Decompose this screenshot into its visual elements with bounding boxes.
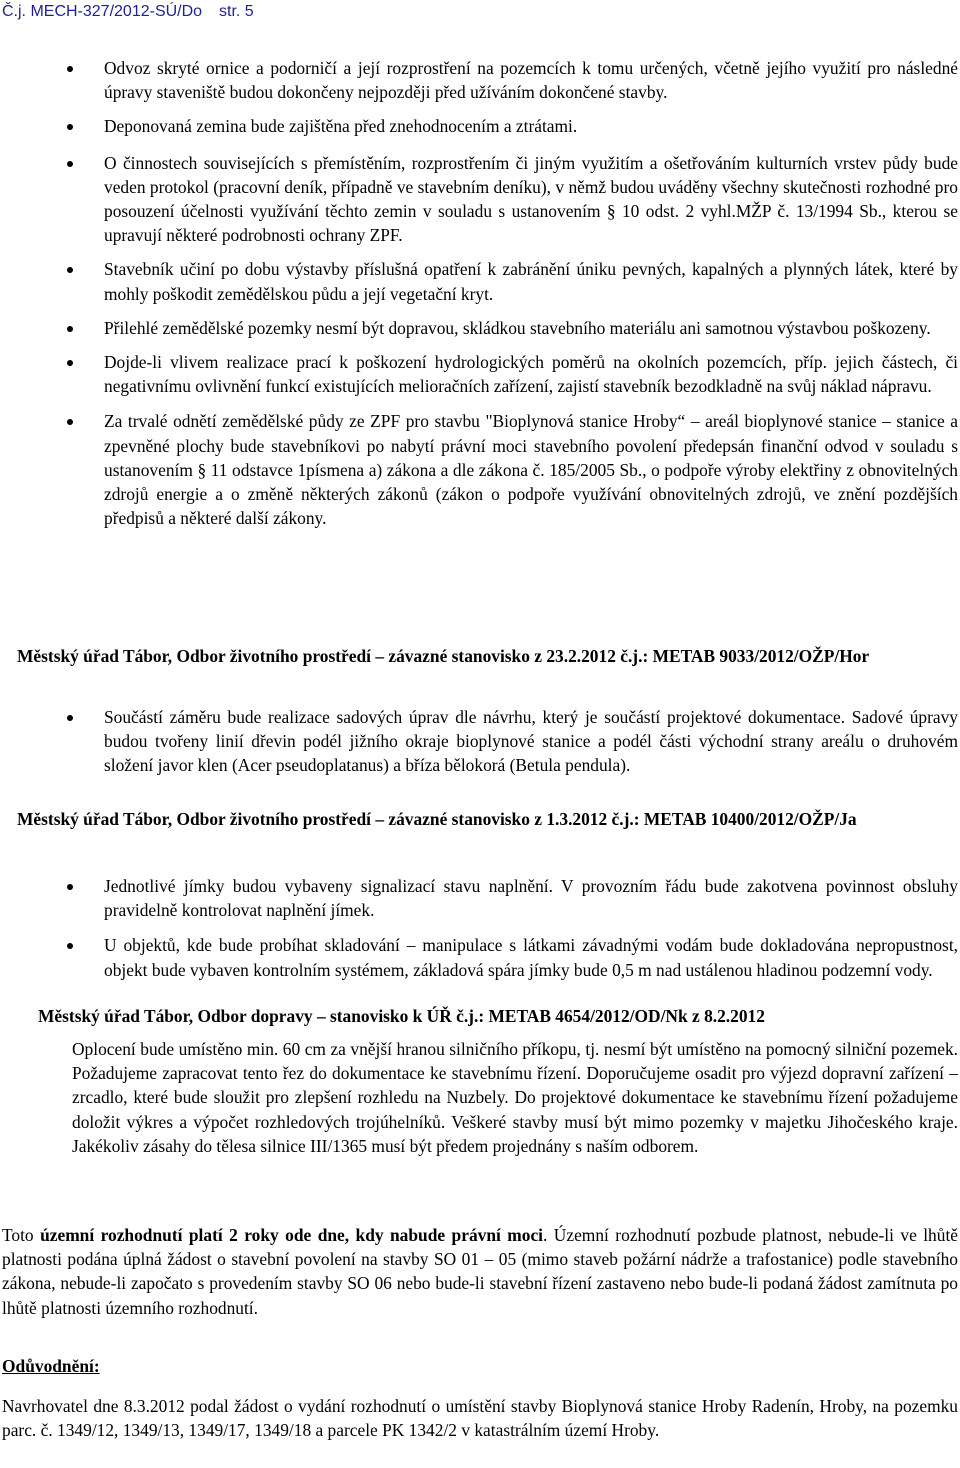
section-heading-transport: Městský úřad Tábor, Odbor dopravy – stanovisko k ÚŘ č.j.: METAB 4654/2012/OD/Nk z 8.2.2012	[38, 1006, 765, 1026]
page-header	[2, 0, 402, 26]
list-item: Jednotlivé jímky budou vybaveny signalizací stavu naplnění. V provozním řádu bude zakotvena povinnost obsluhy pravidelně kontrolovat naplnění jímek.	[0, 874, 960, 922]
list-item: Součástí záměru bude realizace sadových úprav dle návrhu, který je součástí projektové dokumentace. Sadové úpravy budou tvořeny linií dřevin podél jižního okraje bioplynové stanice a podél části východní strany areálu o druhovém složení javor klen (Acer pseudoplatanus) a bříza bělokorá (Betula pendula).	[0, 705, 960, 778]
validity-paragraph	[2, 1223, 958, 1320]
section-heading-ozp-1: Městský úřad Tábor, Odbor životního prostředí – závazné stanovisko z 23.2.2012 č.j.: METAB 9033/2012/OŽP/Hor	[17, 646, 870, 666]
list-item: U objektů, kde bude probíhat skladování – manipulace s látkami závadnými vodám bude dokladována nepropustnost, objekt bude vybaven kontrolním systémem, základová spára jímky bude 0,5 m nad ustálenou hladinou podzemní vody.	[0, 933, 960, 981]
list-item: Dojde-li vlivem realizace prací k poškození hydrologických poměrů na okolních pozemcích, příp. jejich částech, či negativnímu ovlivnění funkcí existujících melioračních zařízení, zajistí stavebník bezodkladně na svůj náklad nápravu.	[0, 350, 960, 398]
list-item: O činnostech souvisejících s přemístěním, rozprostřením či jiným využitím a ošetřováním kulturních vrstev půdy bude veden protokol (pracovní deník, případně ve stavebním deníku), v němž budou uváděny všechny skutečnosti rozhodné pro posouzení účelnosti využívání těchto zemin v souladu s ustanovením § 10 odst. 2 vyhl.MŽP č. 13/1994 Sb., kterou se upravují některé podrobnosti ochrany ZPF.	[0, 151, 960, 248]
transport-conditions: Oplocení bude umístěno min. 60 cm za vnější hranou silničního příkopu, tj. nesmí být umístěno na pomocný silniční pozemek. Požadujeme zapracovat tento řez do dokumentace ke stavebnímu řízení. Doporučujeme osadit pro výjezd dopravní zařízení – zrcadlo, které bude sloužit pro zlepšení rozhledu na Nuzbely. Do projektové dokumentace ke stavebnímu řízení požadujeme doložit výkres a výpočet rozhledových trojúhelníků. Veškeré stavby musí být mimo pozemky v majetku Jihočeského kraje. Jakékoliv zásahy do tělesa silnice III/1365 musí být předem projednány s naším odborem.	[72, 1039, 958, 1156]
list-item: Za trvalé odnětí zemědělské půdy ze ZPF pro stavbu "Bioplynová stanice Hroby“ – areál bioplynové stanice – stanice a zpevněné plochy bude stavebníkovi po nabytí právní moci stavebního povolení předepsán finanční odvod v souladu s ustanovením § 11 odstavce 1písmena a) zákona a dle zákona č. 185/2005 Sb., o podpoře výroby elektřiny z obnovitelných zdrojů energie a o změně některých zákonů (zákon o podpoře využívání obnovitelných zdrojů, ve znění pozdějších předpisů a některé další zákony.	[0, 409, 960, 530]
validity-rest: . Územní rozhodnutí pozbude platnost, nebude-li ve lhůtě platnosti podána úplná žádost o stavební povolení na stavby SO 01 – 05 (mimo staveb požární nádrže a trafostanice) podle stavebního zákona, nebude-li započato s provedením stavby SO 06 nebo bude-li stavební řízení zastaveno nebo bude-li podaná žádost zamítnuta po lhůtě platnosti územního rozhodnutí.	[2, 1225, 959, 1318]
section-heading-ozp-2: Městský úřad Tábor, Odbor životního prostředí – závazné stanovisko z 1.3.2012 č.j.: METAB 10400/2012/OŽP/Ja	[17, 809, 857, 829]
justification-heading: Odůvodnění:	[2, 1356, 100, 1376]
conditions-list-zpf	[0, 56, 960, 530]
page-number: str. 5	[219, 3, 254, 20]
list-item: Přilehlé zemědělské pozemky nesmí být dopravou, skládkou stavebního materiálu ani samotnou výstavbou poškozeny.	[0, 316, 960, 340]
reference-number: Č.j. MECH-327/2012-SÚ/Do	[2, 3, 203, 20]
conditions-list-greenery	[0, 705, 960, 778]
list-item: Odvoz skryté ornice a podorničí a její rozprostření na pozemcích k tomu určených, včetně jejího využití pro následné úpravy staveniště budou dokončeny nejpozději před užíváním dokončené stavby.	[0, 56, 960, 104]
list-item: Stavebník učiní po dobu výstavby příslušná opatření k zabránění úniku pevných, kapalných a plynných látek, které by mohly poškodit zemědělskou půdu a její vegetační kryt.	[0, 257, 960, 305]
list-item: Deponovaná zemina bude zajištěna před znehodnocením a ztrátami.	[0, 114, 960, 138]
validity-lead: Toto	[2, 1225, 41, 1245]
validity-bold: územní rozhodnutí platí 2 roky ode dne, kdy nabude právní moci	[40, 1225, 544, 1245]
conditions-list-tanks	[0, 874, 960, 982]
justification-text: Navrhovatel dne 8.3.2012 podal žádost o vydání rozhodnutí o umístění stavby Bioplynová stanice Hroby Radenín, Hroby, na pozemku parc. č. 1349/12, 1349/13, 1349/17, 1349/18 a parcele PK 1342/2 v katastrálním území Hroby.	[2, 1396, 958, 1441]
